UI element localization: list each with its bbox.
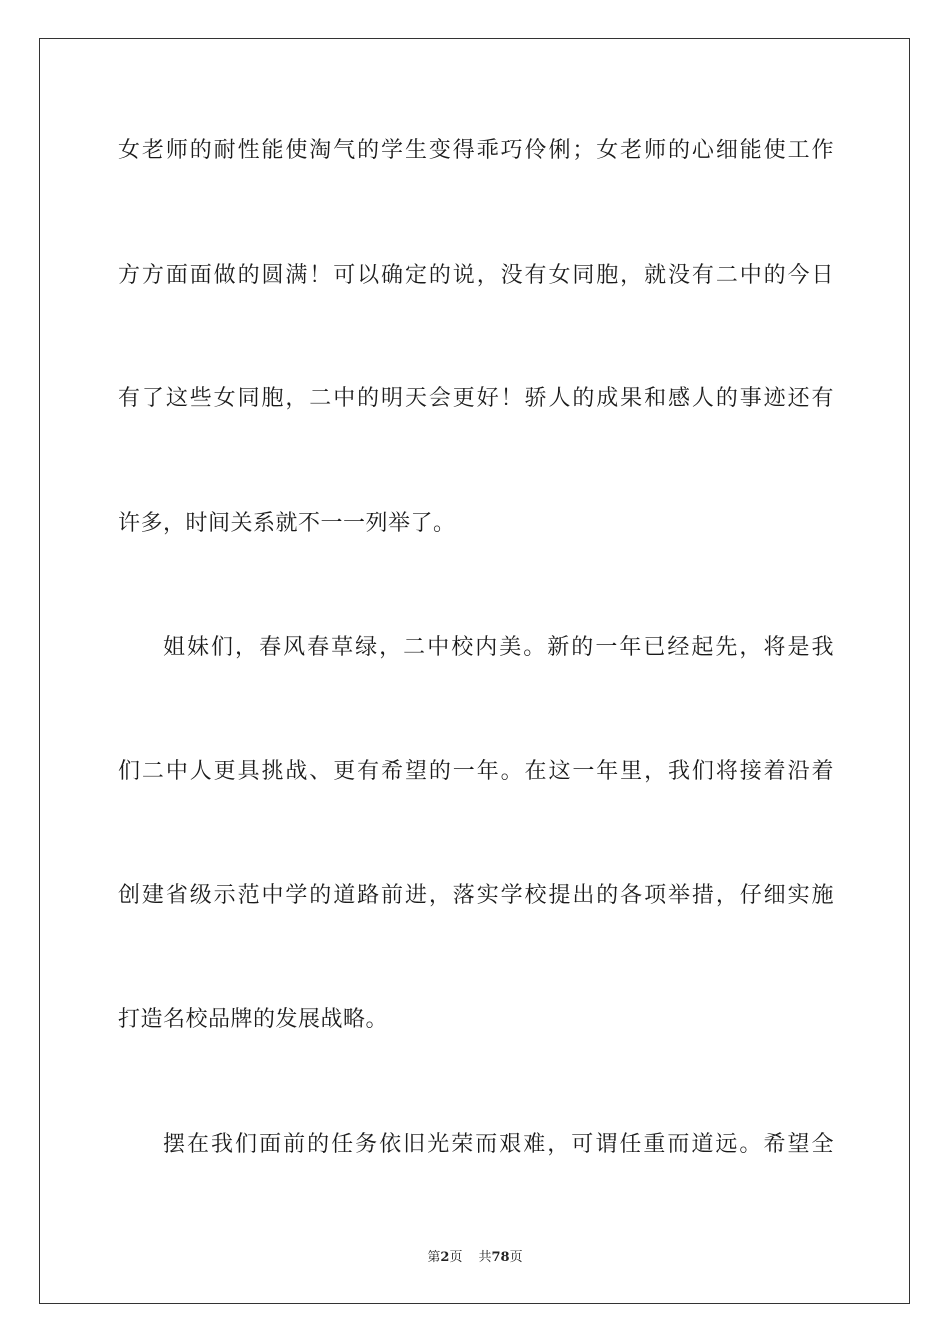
total-pages: 78 xyxy=(491,1250,510,1265)
page-footer xyxy=(0,1246,950,1265)
text-line: 打造名校品牌的发展战略。 xyxy=(118,1007,389,1032)
text-line: 许多，时间关系就不一一列举了。 xyxy=(118,511,456,536)
total-label-suffix: 页 xyxy=(509,1250,523,1265)
text-line: 有了这些女同胞，二中的明天会更好！骄人的成果和感人的事迹还有 xyxy=(118,386,834,411)
text-line: 姐妹们，春风春草绿，二中校内美。新的一年已经起先，将是我 xyxy=(163,635,834,660)
text-line: 们二中人更具挑战、更有希望的一年。在这一年里，我们将接着沿着 xyxy=(118,759,834,784)
page-label-suffix: 页 xyxy=(449,1250,463,1265)
total-label-prefix: 共 xyxy=(478,1250,492,1265)
page-border xyxy=(39,38,910,1304)
text-line: 摆在我们面前的任务依旧光荣而艰难，可谓任重而道远。希望全 xyxy=(163,1132,834,1157)
text-line: 创建省级示范中学的道路前进，落实学校提出的各项举措，仔细实施 xyxy=(118,883,834,908)
text-line: 女老师的耐性能使淘气的学生变得乖巧伶俐；女老师的心细能使工作 xyxy=(118,138,834,163)
page-label-prefix: 第 xyxy=(427,1250,441,1265)
text-line: 方方面面做的圆满！可以确定的说，没有女同胞，就没有二中的今日 xyxy=(118,263,834,288)
page-number: 2 xyxy=(440,1250,450,1265)
